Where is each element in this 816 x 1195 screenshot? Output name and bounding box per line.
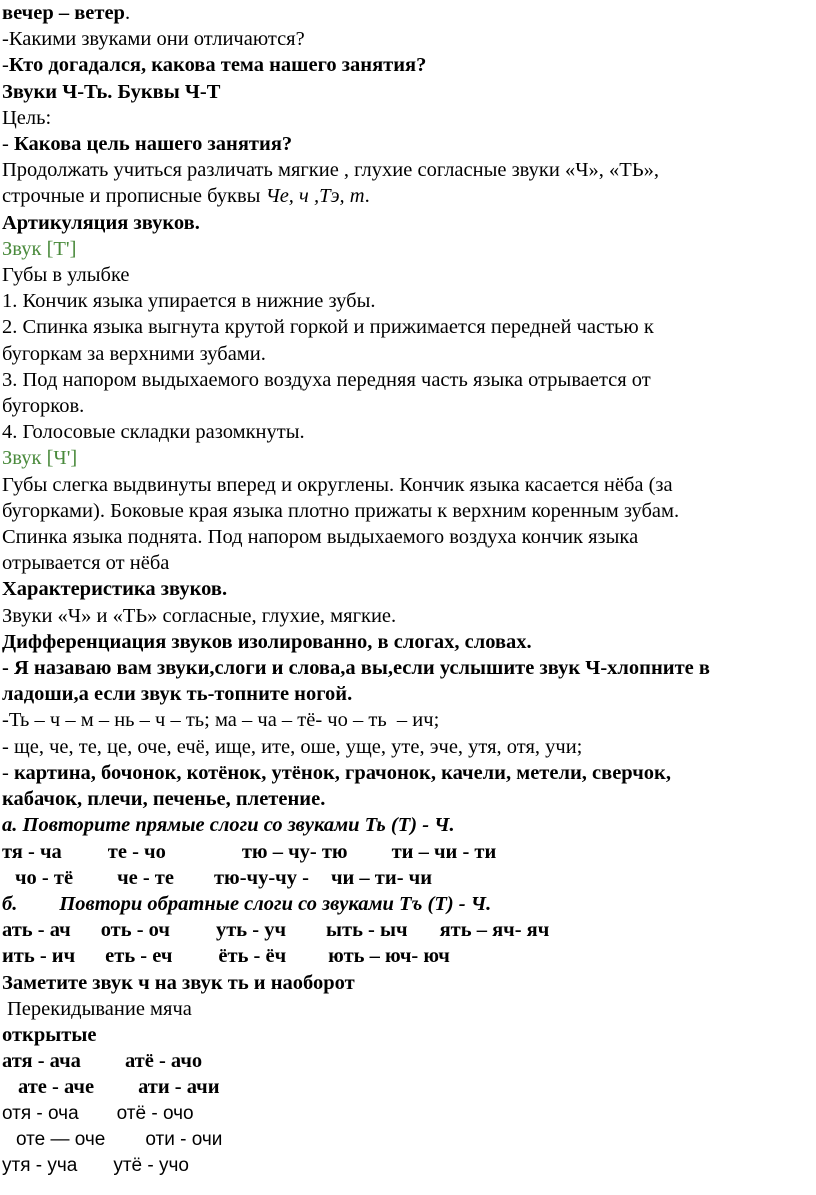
- articulation-t-step-3b: бугорков.: [2, 395, 85, 418]
- syllable-group: оть - оч: [100, 919, 170, 942]
- text-bold: Какова цель нашего занятия?: [13, 133, 293, 156]
- replace-sound-task: Заметите звук ч на звук ть и наоборот: [2, 971, 355, 994]
- question-lesson-topic: [2, 52, 812, 78]
- syllable-group: ать - ач: [2, 919, 71, 942]
- sounds-sequence: -Ть – ч – м – нь – ч – ть; ма – ча – тё- чо – ть – ич;: [2, 709, 440, 732]
- task-b-marker: б.: [2, 892, 18, 915]
- articulation-t-step-1: 1. Кончик языка упирается в нижние зубы.: [2, 290, 376, 313]
- syllables-sequence: - ще, че, те, це, оче, ечё, ище, ите, оше, уще, уте, эче, утя, отя, учи;: [2, 735, 583, 758]
- dash: -: [2, 133, 14, 156]
- task-a-heading: а. Повторите прямые слоги со звуками Ть (Т) - Ч.: [2, 814, 455, 837]
- section-differentiation: Дифференциация звуков изолированно, в слогах, словах.: [2, 630, 532, 653]
- sound-ch-heading: Звук [Ч']: [2, 447, 78, 470]
- articulation-t-step-3a: 3. Под напором выдыхаемого воздуха передняя часть языка отрывается от: [2, 368, 651, 391]
- question-lesson-goal: [2, 131, 812, 157]
- syllable-group: ти – чи - ти: [391, 840, 497, 863]
- syllable-group: ати - ачи: [138, 1076, 220, 1099]
- dash: -: [2, 761, 14, 784]
- characteristics-text: Звуки «Ч» и «ТЬ» согласные, глухие, мягкие.: [2, 604, 397, 627]
- lesson-topic-title: Звуки Ч-Ть. Буквы Ч-Т: [2, 80, 221, 103]
- syllable-group: те - чо: [107, 840, 166, 863]
- goal-label: Цель:: [2, 106, 52, 129]
- syllable-group: уть - уч: [215, 919, 287, 942]
- open-row-5: [2, 1153, 812, 1179]
- text-bold: картина, бочонок, котёнок, утёнок, грачонок, качели, метели, сверчок,: [13, 761, 671, 784]
- text-bold: Кто догадался, какова тема нашего занятия?: [8, 54, 427, 77]
- text: Перекидывание мяча: [7, 997, 192, 1020]
- articulation-t-step-2a: 2. Спинка языка выгнута крутой горкой и прижимается передней частью к: [2, 316, 654, 339]
- articulation-ch-line-2: бугорками). Боковые края языка плотно прижаты к верхним коренным зубам.: [2, 499, 680, 522]
- syllable-group: оте — оче: [16, 1128, 106, 1150]
- syllable-group: отё - очо: [116, 1102, 194, 1124]
- syllable-group: чи – ти- чи: [330, 866, 433, 889]
- syllable-group: чо - тё: [15, 866, 74, 889]
- open-row-2: [2, 1074, 812, 1100]
- syllable-group: ёть - ёч: [218, 945, 287, 968]
- words-line-1: [2, 760, 812, 786]
- syllable-group: ате - аче: [18, 1076, 95, 1099]
- open-row-3: [2, 1101, 812, 1127]
- text: строчные и прописные буквы: [2, 185, 266, 208]
- syllable-group: атё - ачо: [124, 1050, 203, 1073]
- goal-text-line-2: [2, 183, 812, 209]
- syllables-row-2: [2, 865, 812, 891]
- ball-game: [2, 996, 812, 1022]
- task-b-text: Повтори обратные слоги со звуками Тъ (Т) - Ч.: [59, 892, 492, 915]
- articulation-t-step-2b: бугоркам за верхними зубами.: [2, 342, 266, 365]
- syllable-group: ыть - ыч: [326, 919, 408, 942]
- syllable-group: тя - ча: [2, 840, 62, 863]
- instruction-line-2: ладоши,а если звук ть-топните ногой.: [2, 683, 353, 706]
- text: .: [364, 185, 370, 208]
- syllable-group: че - те: [117, 866, 174, 889]
- letters-italic: Че, ч ,Тэ, т: [265, 185, 365, 208]
- words-line-2: кабачок, плечи, печенье, плетение.: [2, 788, 326, 811]
- syllable-group: утя - уча: [2, 1154, 78, 1176]
- syllable-group: оти - очи: [145, 1128, 223, 1150]
- task-b-heading: [2, 891, 812, 917]
- syllables-row-1: [2, 839, 812, 865]
- syllable-group: отя - оча: [2, 1102, 79, 1124]
- reverse-syllables-row-1: [2, 917, 812, 943]
- dash: -: [2, 54, 9, 77]
- syllable-group: тю – чу- тю: [241, 840, 348, 863]
- syllable-group: ють – юч- юч: [328, 945, 450, 968]
- syllable-group: еть - еч: [105, 945, 173, 968]
- syllable-group: ять – яч- яч: [439, 919, 550, 942]
- articulation-ch-line-4: отрывается от нёба: [2, 552, 170, 575]
- goal-text-line-1: Продолжать учиться различать мягкие , глухие согласные звуки «Ч», «ТЬ»,: [2, 159, 659, 182]
- section-articulation: Артикуляция звуков.: [2, 211, 200, 234]
- articulation-ch-line-1: Губы слегка выдвинуты вперед и округлены. Кончик языка касается нёба (за: [2, 473, 673, 496]
- section-characteristics: Характеристика звуков.: [2, 578, 228, 601]
- reverse-syllables-row-2: [2, 943, 812, 969]
- open-syllables-label: открытые: [2, 1023, 97, 1046]
- text-bold: вечер – ветер: [2, 2, 125, 24]
- syllable-group: атя - ача: [2, 1050, 81, 1073]
- sound-t-heading: Звук [Т']: [2, 237, 77, 260]
- open-row-4: [2, 1127, 812, 1153]
- articulation-t-lips: Губы в улыбке: [2, 264, 130, 287]
- syllable-group: ить - ич: [2, 945, 76, 968]
- line-pair-evening-wind: [2, 0, 812, 26]
- instruction-line-1: - Я назаваю вам звуки,слоги и слова,а вы,если услышите звук Ч-хлопните в: [2, 657, 710, 680]
- articulation-ch-line-3: Спинка языка поднята. Под напором выдыхаемого воздуха кончик языка: [2, 526, 639, 549]
- open-row-1: [2, 1048, 812, 1074]
- syllable-group: утё - учо: [113, 1154, 189, 1176]
- question-sounds-differ: -Какими звуками они отличаются?: [2, 28, 305, 51]
- text: .: [124, 2, 131, 24]
- articulation-t-step-4: 4. Голосовые складки разомкнуты.: [2, 421, 305, 444]
- syllable-group: тю-чу-чу -: [213, 866, 309, 889]
